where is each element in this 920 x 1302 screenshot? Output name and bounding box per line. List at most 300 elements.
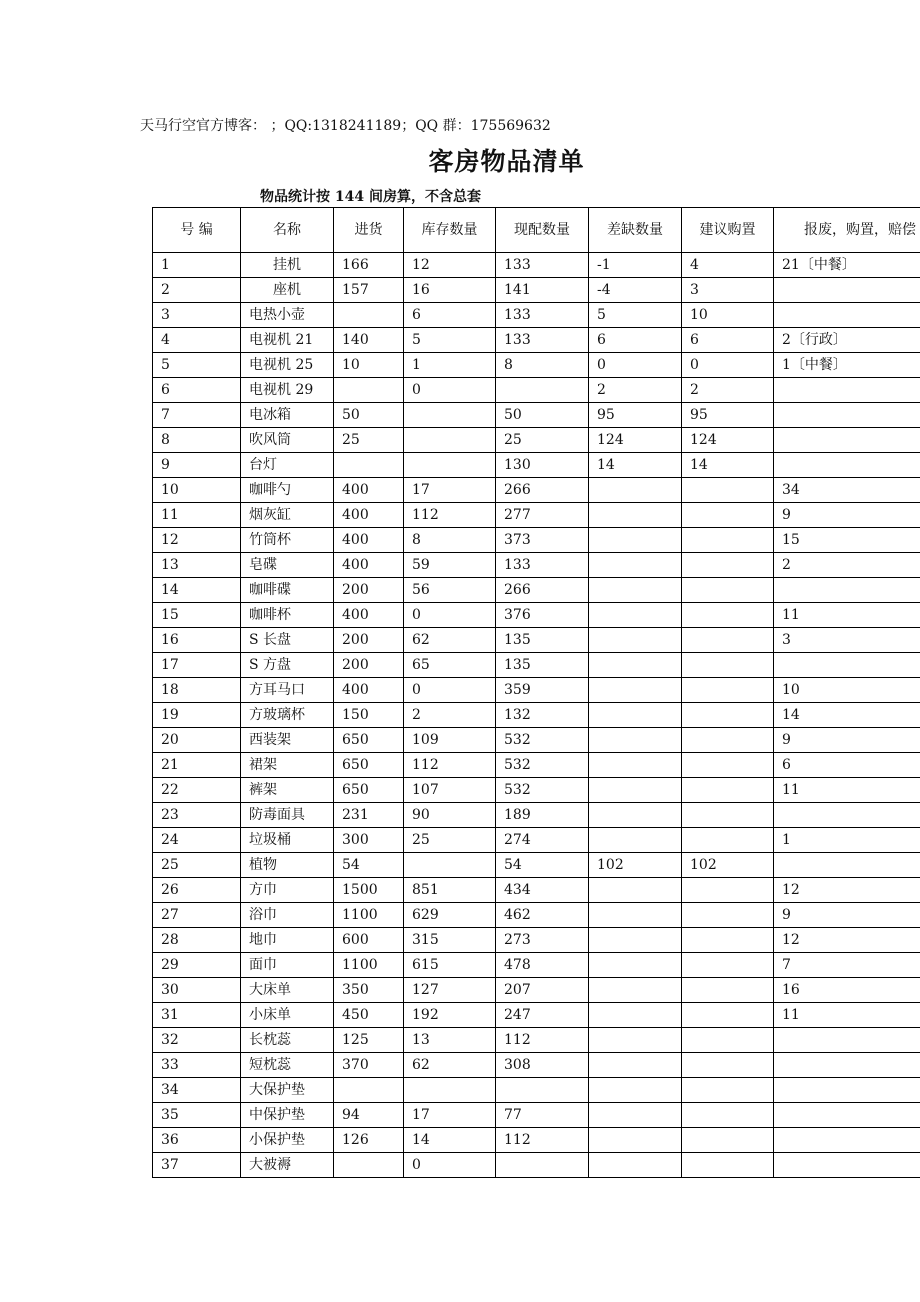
cell-shortage (589, 1103, 682, 1128)
cell-purchased: 200 (334, 628, 404, 653)
cell-purchased: 10 (334, 353, 404, 378)
cell-remarks: 3 (774, 628, 920, 653)
table-row (153, 253, 920, 278)
cell-allocated: 532 (496, 753, 589, 778)
cell-name: 浴巾 (241, 903, 334, 928)
cell-remarks: 16 (774, 978, 920, 1003)
cell-stock: 192 (404, 1003, 496, 1028)
cell-name: 烟灰缸 (241, 503, 334, 528)
cell-stock: 56 (404, 578, 496, 603)
cell-code: 16 (153, 628, 241, 653)
cell-allocated: 274 (496, 828, 589, 853)
cell-remarks: 34 (774, 478, 920, 503)
cell-allocated: 376 (496, 603, 589, 628)
table-row (153, 928, 920, 953)
cell-stock: 13 (404, 1028, 496, 1053)
cell-code: 32 (153, 1028, 241, 1053)
cell-allocated: 462 (496, 903, 589, 928)
cell-allocated: 273 (496, 928, 589, 953)
cell-remarks (774, 1078, 920, 1103)
cell-remarks: 14 (774, 703, 920, 728)
cell-stock: 2 (404, 703, 496, 728)
cell-name: S 长盘 (241, 628, 334, 653)
cell-shortage: 2 (589, 378, 682, 403)
cell-stock: 17 (404, 1103, 496, 1128)
cell-stock: 14 (404, 1128, 496, 1153)
cell-suggested (682, 953, 774, 978)
table-row (153, 378, 920, 403)
cell-name: 裤架 (241, 778, 334, 803)
cell-code: 37 (153, 1153, 241, 1178)
table-row (153, 353, 920, 378)
cell-code: 14 (153, 578, 241, 603)
cell-remarks (774, 428, 920, 453)
cell-purchased: 400 (334, 678, 404, 703)
header-cell-name: 名称 (241, 208, 334, 253)
table-row (153, 1078, 920, 1103)
cell-allocated: 25 (496, 428, 589, 453)
table-row (153, 478, 920, 503)
cell-code: 34 (153, 1078, 241, 1103)
cell-remarks (774, 803, 920, 828)
cell-purchased: 370 (334, 1053, 404, 1078)
cell-allocated: 189 (496, 803, 589, 828)
cell-shortage: 6 (589, 328, 682, 353)
cell-purchased: 50 (334, 403, 404, 428)
cell-purchased: 54 (334, 853, 404, 878)
cell-stock: 615 (404, 953, 496, 978)
cell-shortage (589, 753, 682, 778)
cell-name: 咖啡碟 (241, 578, 334, 603)
table-row (153, 303, 920, 328)
header-contact-line: 天马行空官方博客： ；QQ:1318241189；QQ 群：175569632 (140, 118, 551, 134)
cell-purchased: 400 (334, 603, 404, 628)
cell-code: 30 (153, 978, 241, 1003)
cell-name: 防毒面具 (241, 803, 334, 828)
cell-code: 36 (153, 1128, 241, 1153)
cell-stock (404, 1078, 496, 1103)
cell-remarks: 12 (774, 878, 920, 903)
cell-suggested: 0 (682, 353, 774, 378)
cell-shortage: 102 (589, 853, 682, 878)
cell-suggested: 3 (682, 278, 774, 303)
cell-code: 10 (153, 478, 241, 503)
cell-allocated: 207 (496, 978, 589, 1003)
cell-purchased: 126 (334, 1128, 404, 1153)
cell-purchased: 650 (334, 778, 404, 803)
cell-name: 方巾 (241, 878, 334, 903)
table-row (153, 828, 920, 853)
cell-name: 挂机 (241, 253, 334, 278)
cell-name: 方耳马口 (241, 678, 334, 703)
cell-code: 8 (153, 428, 241, 453)
cell-purchased (334, 453, 404, 478)
cell-stock: 315 (404, 928, 496, 953)
cell-remarks (774, 453, 920, 478)
table-row (153, 278, 920, 303)
cell-code: 13 (153, 553, 241, 578)
cell-remarks (774, 278, 920, 303)
cell-allocated: 112 (496, 1028, 589, 1053)
cell-suggested (682, 1078, 774, 1103)
cell-allocated: 266 (496, 478, 589, 503)
cell-purchased: 1100 (334, 953, 404, 978)
cell-suggested: 6 (682, 328, 774, 353)
cell-remarks (774, 1103, 920, 1128)
cell-stock: 0 (404, 1153, 496, 1178)
cell-shortage (589, 1153, 682, 1178)
cell-name: 植物 (241, 853, 334, 878)
cell-purchased: 400 (334, 553, 404, 578)
cell-allocated: 141 (496, 278, 589, 303)
cell-name: 小床单 (241, 1003, 334, 1028)
cell-name: 咖啡杯 (241, 603, 334, 628)
cell-code: 23 (153, 803, 241, 828)
cell-name: 长枕蕊 (241, 1028, 334, 1053)
table-row (153, 1053, 920, 1078)
cell-stock (404, 403, 496, 428)
cell-shortage (589, 1053, 682, 1078)
cell-suggested: 124 (682, 428, 774, 453)
cell-code: 22 (153, 778, 241, 803)
cell-allocated (496, 1078, 589, 1103)
table-row (153, 1128, 920, 1153)
table-row (153, 328, 920, 353)
cell-remarks (774, 653, 920, 678)
cell-name: 地巾 (241, 928, 334, 953)
cell-suggested (682, 928, 774, 953)
cell-purchased: 166 (334, 253, 404, 278)
cell-code: 2 (153, 278, 241, 303)
cell-purchased: 150 (334, 703, 404, 728)
table-row (153, 903, 920, 928)
table-row (153, 978, 920, 1003)
cell-code: 26 (153, 878, 241, 903)
cell-purchased: 1500 (334, 878, 404, 903)
cell-remarks: 9 (774, 728, 920, 753)
cell-stock: 851 (404, 878, 496, 903)
cell-suggested (682, 728, 774, 753)
cell-allocated (496, 378, 589, 403)
cell-allocated: 132 (496, 703, 589, 728)
table-row (153, 628, 920, 653)
cell-shortage (589, 728, 682, 753)
cell-purchased: 200 (334, 578, 404, 603)
cell-remarks: 9 (774, 903, 920, 928)
cell-suggested: 102 (682, 853, 774, 878)
cell-name: 电冰箱 (241, 403, 334, 428)
cell-stock: 62 (404, 1053, 496, 1078)
cell-name: 大保护垫 (241, 1078, 334, 1103)
cell-name: 电视机 29 (241, 378, 334, 403)
cell-shortage (589, 903, 682, 928)
cell-allocated: 135 (496, 653, 589, 678)
cell-code: 28 (153, 928, 241, 953)
cell-code: 31 (153, 1003, 241, 1028)
cell-allocated: 277 (496, 503, 589, 528)
cell-suggested: 14 (682, 453, 774, 478)
cell-purchased: 25 (334, 428, 404, 453)
cell-name: 咖啡勺 (241, 478, 334, 503)
cell-name: 垃圾桶 (241, 828, 334, 853)
cell-purchased: 400 (334, 528, 404, 553)
cell-shortage (589, 1003, 682, 1028)
cell-code: 20 (153, 728, 241, 753)
cell-code: 24 (153, 828, 241, 853)
cell-allocated: 50 (496, 403, 589, 428)
cell-suggested (682, 703, 774, 728)
cell-allocated: 434 (496, 878, 589, 903)
header-cell-code: 号 编 (153, 208, 241, 253)
cell-stock: 107 (404, 778, 496, 803)
cell-purchased: 300 (334, 828, 404, 853)
table-row (153, 778, 920, 803)
cell-stock: 127 (404, 978, 496, 1003)
cell-code: 25 (153, 853, 241, 878)
table-row (153, 553, 920, 578)
cell-suggested (682, 628, 774, 653)
cell-code: 12 (153, 528, 241, 553)
cell-shortage: 95 (589, 403, 682, 428)
cell-code: 9 (153, 453, 241, 478)
cell-allocated: 247 (496, 1003, 589, 1028)
cell-code: 33 (153, 1053, 241, 1078)
cell-name: 中保护垫 (241, 1103, 334, 1128)
cell-name: 电视机 21 (241, 328, 334, 353)
cell-stock: 62 (404, 628, 496, 653)
table-row (153, 428, 920, 453)
header-cell-remarks: 报废，购置，赔偿 (774, 208, 920, 253)
cell-purchased (334, 303, 404, 328)
cell-shortage (589, 1028, 682, 1053)
cell-shortage (589, 1128, 682, 1153)
cell-shortage (589, 678, 682, 703)
cell-allocated: 133 (496, 553, 589, 578)
cell-shortage (589, 528, 682, 553)
table-body (153, 253, 920, 1178)
cell-remarks: 7 (774, 953, 920, 978)
cell-name: 吹风筒 (241, 428, 334, 453)
cell-suggested (682, 978, 774, 1003)
cell-allocated: 8 (496, 353, 589, 378)
cell-shortage (589, 1078, 682, 1103)
cell-shortage (589, 503, 682, 528)
cell-remarks: 11 (774, 603, 920, 628)
cell-name: 面巾 (241, 953, 334, 978)
cell-code: 1 (153, 253, 241, 278)
cell-suggested: 95 (682, 403, 774, 428)
table-row (153, 528, 920, 553)
cell-code: 17 (153, 653, 241, 678)
table-row (153, 953, 920, 978)
cell-code: 27 (153, 903, 241, 928)
cell-stock: 629 (404, 903, 496, 928)
cell-allocated: 532 (496, 728, 589, 753)
cell-name: 电视机 25 (241, 353, 334, 378)
table-row (153, 853, 920, 878)
table-row (153, 578, 920, 603)
cell-suggested (682, 1028, 774, 1053)
cell-remarks (774, 1053, 920, 1078)
cell-purchased: 650 (334, 753, 404, 778)
cell-stock: 65 (404, 653, 496, 678)
cell-shortage (589, 578, 682, 603)
cell-suggested (682, 578, 774, 603)
cell-remarks (774, 578, 920, 603)
cell-remarks (774, 1128, 920, 1153)
cell-purchased (334, 378, 404, 403)
cell-purchased: 600 (334, 928, 404, 953)
cell-suggested (682, 1103, 774, 1128)
cell-shortage (589, 878, 682, 903)
header-cell-shortage: 差缺数量 (589, 208, 682, 253)
cell-allocated: 133 (496, 328, 589, 353)
cell-name: 大被褥 (241, 1153, 334, 1178)
cell-stock: 17 (404, 478, 496, 503)
table-row (153, 653, 920, 678)
cell-suggested (682, 678, 774, 703)
cell-allocated: 112 (496, 1128, 589, 1153)
cell-purchased (334, 1078, 404, 1103)
cell-purchased: 650 (334, 728, 404, 753)
cell-shortage (589, 803, 682, 828)
cell-suggested (682, 828, 774, 853)
cell-shortage: 14 (589, 453, 682, 478)
cell-remarks: 6 (774, 753, 920, 778)
cell-remarks (774, 1153, 920, 1178)
inventory-table-wrapper (152, 207, 920, 1178)
table-row (153, 503, 920, 528)
cell-suggested (682, 753, 774, 778)
cell-code: 29 (153, 953, 241, 978)
cell-purchased: 400 (334, 478, 404, 503)
cell-suggested (682, 803, 774, 828)
cell-stock: 0 (404, 603, 496, 628)
cell-purchased: 140 (334, 328, 404, 353)
cell-allocated: 308 (496, 1053, 589, 1078)
cell-stock: 1 (404, 353, 496, 378)
cell-shortage (589, 603, 682, 628)
cell-name: 皂碟 (241, 553, 334, 578)
cell-purchased: 157 (334, 278, 404, 303)
table-row (153, 453, 920, 478)
cell-name: 短枕蕊 (241, 1053, 334, 1078)
cell-name: 竹筒杯 (241, 528, 334, 553)
table-row (153, 678, 920, 703)
cell-allocated: 133 (496, 303, 589, 328)
cell-code: 4 (153, 328, 241, 353)
cell-remarks: 15 (774, 528, 920, 553)
cell-shortage (589, 628, 682, 653)
cell-suggested (682, 503, 774, 528)
cell-code: 19 (153, 703, 241, 728)
cell-code: 3 (153, 303, 241, 328)
cell-stock: 112 (404, 503, 496, 528)
cell-purchased: 125 (334, 1028, 404, 1053)
cell-stock (404, 428, 496, 453)
header-cell-allocated: 现配数量 (496, 208, 589, 253)
table-row (153, 878, 920, 903)
cell-name: 大床单 (241, 978, 334, 1003)
cell-stock: 25 (404, 828, 496, 853)
cell-stock (404, 453, 496, 478)
cell-suggested (682, 553, 774, 578)
cell-remarks: 9 (774, 503, 920, 528)
cell-code: 21 (153, 753, 241, 778)
cell-suggested (682, 1128, 774, 1153)
table-row (153, 753, 920, 778)
page-title: 客房物品清单 (428, 147, 585, 176)
cell-remarks: 11 (774, 778, 920, 803)
cell-shortage: -4 (589, 278, 682, 303)
cell-name: 西装架 (241, 728, 334, 753)
table-row (153, 1003, 920, 1028)
cell-suggested (682, 1053, 774, 1078)
cell-remarks: 2〔行政〕 (774, 328, 920, 353)
cell-remarks: 2 (774, 553, 920, 578)
cell-purchased: 94 (334, 1103, 404, 1128)
cell-stock: 0 (404, 678, 496, 703)
cell-code: 35 (153, 1103, 241, 1128)
cell-stock: 8 (404, 528, 496, 553)
cell-remarks: 1 (774, 828, 920, 853)
cell-name: 小保护垫 (241, 1128, 334, 1153)
cell-name: 裙架 (241, 753, 334, 778)
cell-name: 台灯 (241, 453, 334, 478)
cell-code: 6 (153, 378, 241, 403)
cell-purchased: 200 (334, 653, 404, 678)
header-cell-purchased: 进货 (334, 208, 404, 253)
cell-allocated: 135 (496, 628, 589, 653)
cell-code: 18 (153, 678, 241, 703)
cell-allocated: 266 (496, 578, 589, 603)
cell-code: 7 (153, 403, 241, 428)
cell-stock: 90 (404, 803, 496, 828)
cell-suggested (682, 878, 774, 903)
cell-shortage (589, 828, 682, 853)
cell-suggested (682, 1153, 774, 1178)
cell-code: 11 (153, 503, 241, 528)
cell-remarks (774, 1028, 920, 1053)
cell-allocated (496, 1153, 589, 1178)
cell-suggested (682, 478, 774, 503)
table-row (153, 728, 920, 753)
cell-suggested (682, 778, 774, 803)
cell-stock: 0 (404, 378, 496, 403)
cell-allocated: 130 (496, 453, 589, 478)
table-row (153, 1028, 920, 1053)
cell-shortage: 124 (589, 428, 682, 453)
table-row (153, 1103, 920, 1128)
cell-remarks (774, 303, 920, 328)
cell-remarks (774, 403, 920, 428)
cell-allocated: 133 (496, 253, 589, 278)
header-cell-suggested: 建议购置 (682, 208, 774, 253)
inventory-table (152, 207, 920, 1178)
cell-shortage: -1 (589, 253, 682, 278)
cell-allocated: 373 (496, 528, 589, 553)
cell-stock: 12 (404, 253, 496, 278)
cell-shortage (589, 653, 682, 678)
cell-purchased: 400 (334, 503, 404, 528)
table-header-row (153, 208, 920, 253)
table-row (153, 403, 920, 428)
cell-shortage (589, 953, 682, 978)
cell-stock: 59 (404, 553, 496, 578)
table-row (153, 1153, 920, 1178)
cell-remarks: 12 (774, 928, 920, 953)
cell-allocated: 532 (496, 778, 589, 803)
